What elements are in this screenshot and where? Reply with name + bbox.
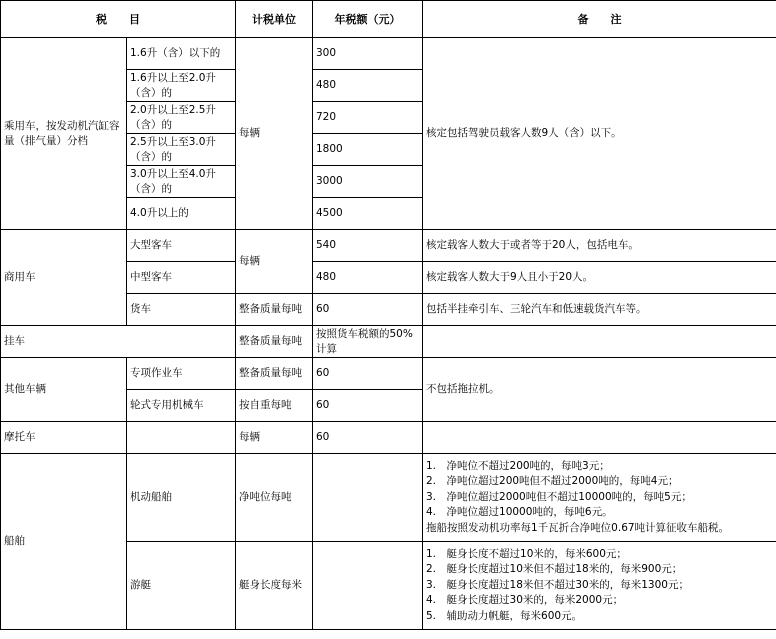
wheeled-vehicle-label: 轮式专用机械车 [127, 390, 236, 422]
passenger-amount: 300 [313, 38, 423, 70]
yacht-notes [423, 542, 776, 630]
commercial-category: 商用车 [1, 230, 127, 326]
passenger-remark: 核定包括驾驶员载客人数9人（含）以下。 [423, 38, 776, 230]
medium-bus-remark: 核定载客人数大于9人且小于20人。 [423, 262, 776, 294]
passenger-amount: 3000 [313, 166, 423, 198]
truck-amount: 60 [313, 294, 423, 326]
medium-bus-label: 中型客车 [127, 262, 236, 294]
trailer-remark [423, 326, 776, 358]
passenger-sub: 4.0升以上的 [127, 198, 236, 230]
large-bus-remark: 核定载客人数大于或者等于20人，包括电车。 [423, 230, 776, 262]
wheeled-vehicle-unit: 按自重每吨 [236, 390, 313, 422]
large-bus-label: 大型客车 [127, 230, 236, 262]
passenger-amount: 4500 [313, 198, 423, 230]
truck-label: 货车 [127, 294, 236, 326]
other-category: 其他车辆 [1, 358, 127, 422]
passenger-sub: 1.6升（含）以下的 [127, 38, 236, 70]
motorcycle-unit: 每辆 [236, 422, 313, 454]
passenger-sub: 3.0升以上至4.0升（含）的 [127, 166, 236, 198]
special-vehicle-unit: 整备质量每吨 [236, 358, 313, 390]
motor-vessel-amount [313, 454, 423, 542]
header-row [1, 1, 776, 38]
wheeled-vehicle-amount: 60 [313, 390, 423, 422]
table-row [1, 422, 776, 454]
motorcycle-sub [127, 422, 236, 454]
note-line: 3. 净吨位超过2000吨但不超过10000吨的，每吨5元； [426, 490, 692, 503]
passenger-sub: 2.0升以上至2.5升（含）的 [127, 102, 236, 134]
header-remark: 备 注 [423, 1, 776, 38]
special-vehicle-amount: 60 [313, 358, 423, 390]
passenger-sub: 1.6升以上至2.0升（含）的 [127, 70, 236, 102]
passenger-sub: 2.5升以上至3.0升（含）的 [127, 134, 236, 166]
note-line: 2. 艇身长度超过10米但不超过18米的，每米900元； [426, 563, 683, 576]
note-line: 3. 艇身长度超过18米但不超过30米的，每米1300元； [426, 578, 689, 591]
motor-vessel-label: 机动船舶 [127, 454, 236, 542]
vessel-category: 船舶 [1, 454, 127, 630]
motorcycle-amount: 60 [313, 422, 423, 454]
note-line: 1. 净吨位不超过200吨的，每吨3元； [426, 459, 610, 472]
motorcycle-category: 摩托车 [1, 422, 127, 454]
header-category: 税 目 [1, 1, 236, 38]
other-remark: 不包括拖拉机。 [423, 358, 776, 422]
large-bus-amount: 540 [313, 230, 423, 262]
passenger-amount: 720 [313, 102, 423, 134]
motor-vessel-unit: 净吨位每吨 [236, 454, 313, 542]
note-line: 5. 辅助动力帆艇，每米600元。 [426, 609, 583, 622]
passenger-amount: 1800 [313, 134, 423, 166]
passenger-unit: 每辆 [236, 38, 313, 230]
truck-unit: 整备质量每吨 [236, 294, 313, 326]
truck-remark: 包括半挂牵引车、三轮汽车和低速载货汽车等。 [423, 294, 776, 326]
trailer-unit: 整备质量每吨 [236, 326, 313, 358]
header-unit: 计税单位 [236, 1, 313, 38]
bus-unit: 每辆 [236, 230, 313, 294]
passenger-category: 乘用车，按发动机汽缸容量（排气量）分档 [1, 38, 127, 230]
passenger-amount: 480 [313, 70, 423, 102]
trailer-amount: 按照货车税额的50%计算 [313, 326, 423, 358]
motor-vessel-notes [423, 454, 776, 542]
yacht-amount [313, 542, 423, 630]
table-row [1, 358, 776, 390]
table-row [1, 454, 776, 542]
note-line: 拖船按照发动机功率每1千瓦折合净吨位0.67吨计算征收车船税。 [426, 521, 730, 534]
motorcycle-remark [423, 422, 776, 454]
header-amount: 年税额（元） [313, 1, 423, 38]
note-line: 4. 净吨位超过10000吨的，每吨6元。 [426, 506, 613, 519]
medium-bus-amount: 480 [313, 262, 423, 294]
note-line: 4. 艇身长度超过30米的，每米2000元； [426, 594, 624, 607]
special-vehicle-label: 专项作业车 [127, 358, 236, 390]
trailer-category: 挂车 [1, 326, 236, 358]
note-line: 2. 净吨位超过200吨但不超过2000吨的，每吨4元； [426, 475, 679, 488]
note-line: 1. 艇身长度不超过10米的，每米600元； [426, 547, 627, 560]
table-row [1, 38, 776, 70]
table-row [1, 230, 776, 262]
yacht-label: 游艇 [127, 542, 236, 630]
yacht-unit: 艇身长度每米 [236, 542, 313, 630]
table-row [1, 326, 776, 358]
